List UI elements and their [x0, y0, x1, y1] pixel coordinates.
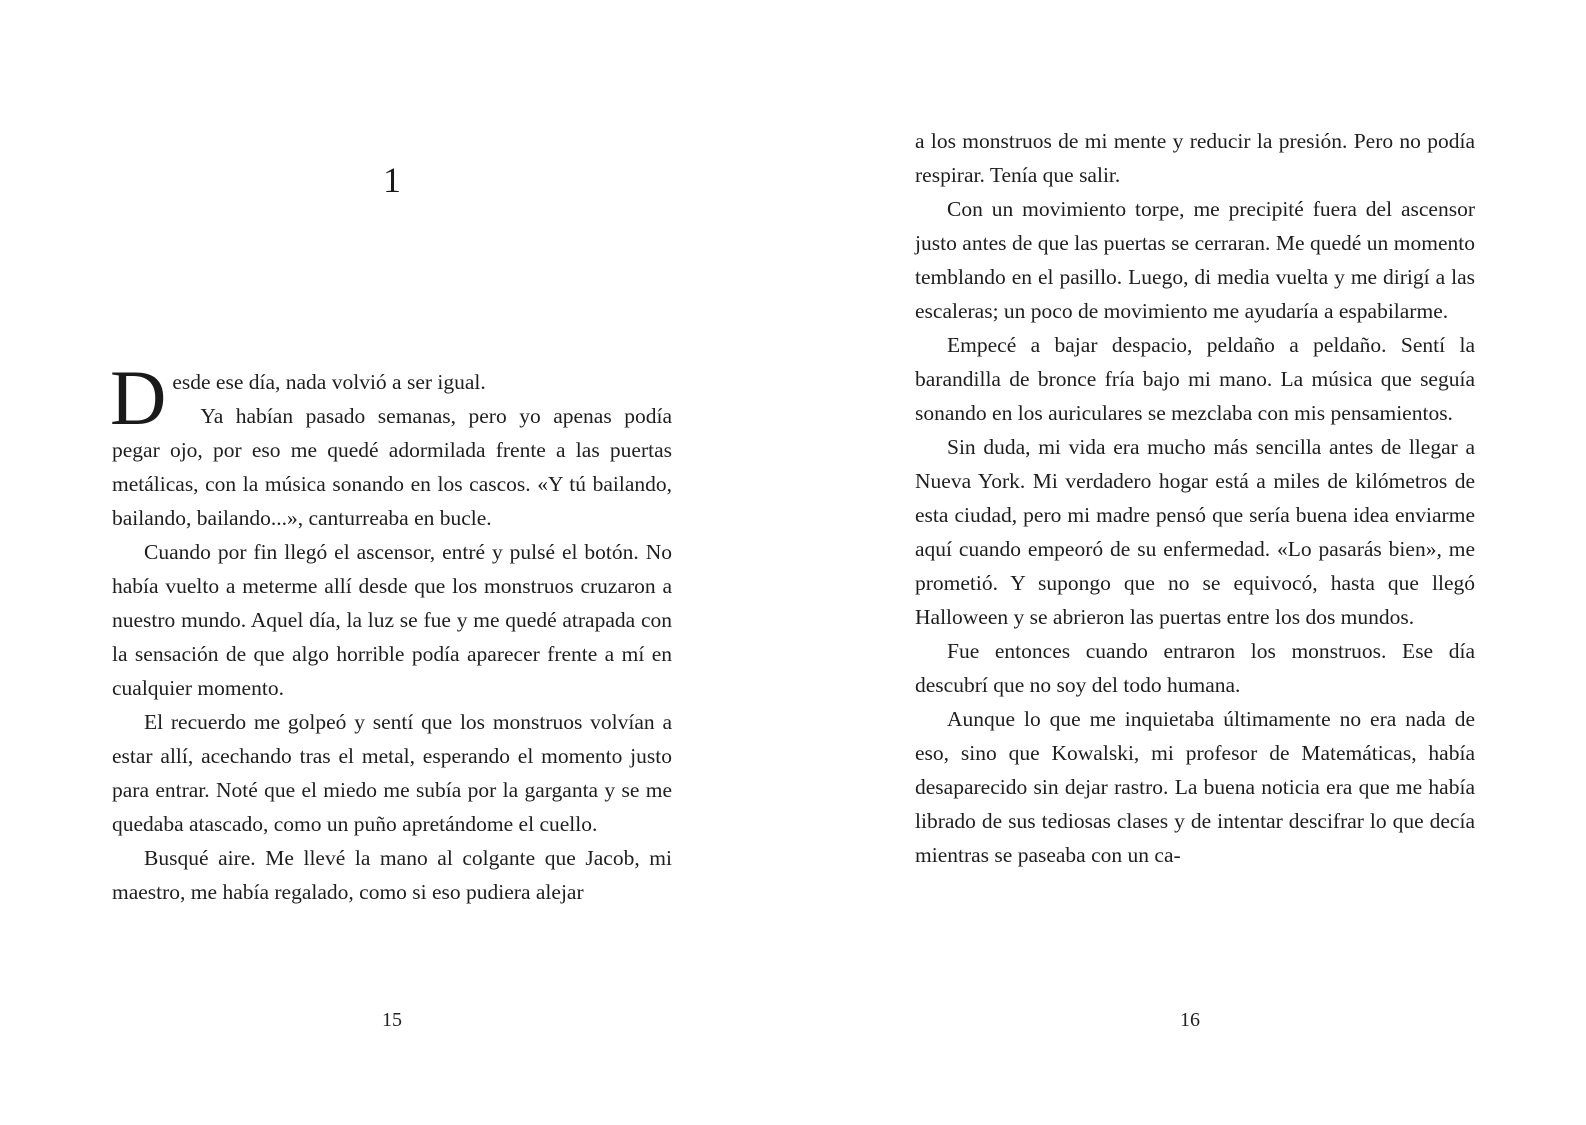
paragraph: Sin duda, mi vida era mucho más sencilla antes de llegar a Nueva York. Mi verdadero hogar está a miles de kilómetros de esta ciudad, pero mi madre pensó que sería buena idea enviarme aquí cuando empeoró de su enfermedad. «Lo pasarás bien», me prometió. Y supongo que no se equivocó, hasta que llegó Halloween y se abrieron las puertas entre los dos mundos.	[915, 435, 1475, 629]
paragraph: Con un movimiento torpe, me precipité fuera del ascensor justo antes de que las puertas se cerraran. Me quedé un momento temblando en el pasillo. Luego, di media vuelta y me dirigí a las escaleras; un poco de movimiento me ayudaría a espabilarme.	[915, 197, 1475, 323]
opening-line: esde ese día, nada volvió a ser igual.	[172, 370, 486, 394]
paragraph: Empecé a bajar despacio, peldaño a peldaño. Sentí la barandilla de bronce fría bajo mi mano. La música que seguía sonando en los auriculares se mezclaba con mis pensamientos.	[915, 333, 1475, 425]
paragraph: Busqué aire. Me llevé la mano al colgante que Jacob, mi maestro, me había regalado, como si eso pudiera alejar	[112, 846, 672, 904]
paragraph: Fue entonces cuando entraron los monstruos. Ese día descubrí que no soy del todo humana.	[915, 639, 1475, 697]
paragraph: Aunque lo que me inquietaba últimamente no era nada de eso, sino que Kowalski, mi profesor de Matemáticas, había desaparecido sin dejar rastro. La buena noticia era que me había librado de sus tediosas clases y de intentar descifrar lo que decía mientras se paseaba con un ca-	[915, 707, 1475, 867]
chapter-number: 1	[383, 160, 401, 200]
paragraph: Ya habían pasado semanas, pero yo apenas podía pegar ojo, por eso me quedé adormilada frente a las puertas metálicas, con la música sonando en los cascos. «Y tú bailando, bailando, bailando...», canturreaba en bucle.	[112, 404, 672, 530]
paragraph: El recuerdo me golpeó y sentí que los monstruos volvían a estar allí, acechando tras el metal, esperando el momento justo para entrar. Noté que el miedo me subía por la garganta y se me quedaba atascado, como un puño apretándome el cuello.	[112, 710, 672, 836]
right-page	[793, 0, 1586, 1125]
page-number: 15	[382, 1009, 402, 1031]
paragraph: Cuando por fin llegó el ascensor, entré y pulsé el botón. No había vuelto a meterme allí desde que los monstruos cruzaron a nuestro mundo. Aquel día, la luz se fue y me quedé atrapada con la sensación de que algo horrible podía aparecer frente a mí en cualquier momento.	[112, 540, 672, 700]
left-page-body	[110, 354, 672, 909]
drop-cap: D	[110, 354, 167, 441]
page-number: 16	[1180, 1009, 1200, 1031]
opening-paragraph	[110, 354, 672, 441]
right-page-body	[915, 124, 1475, 872]
continuation-paragraph: a los monstruos de mi mente y reducir la presión. Pero no podía respirar. Tenía que salir.	[915, 129, 1475, 187]
